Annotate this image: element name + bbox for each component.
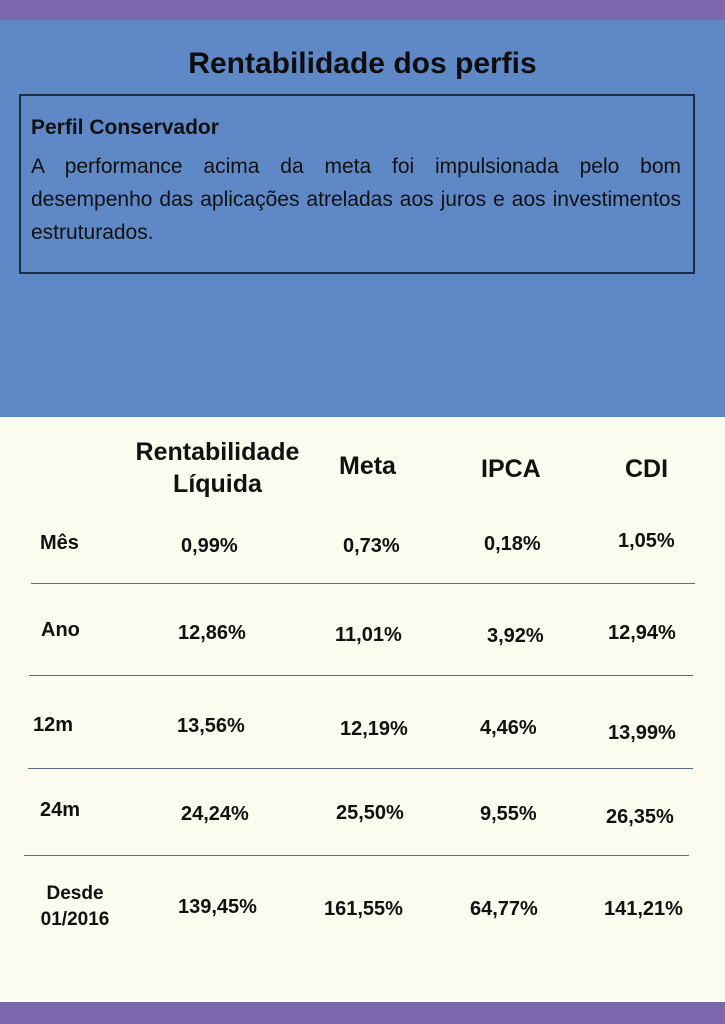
cell-cdi: 12,94% — [608, 622, 676, 644]
row-label-12m: 12m — [33, 714, 74, 736]
row-label-desde: Desde 01/2016 — [40, 883, 110, 930]
cell-ipca: 3,92% — [487, 625, 544, 647]
cell-rentabilidade: 13,56% — [177, 715, 245, 737]
profile-heading: Perfil Conservador — [31, 116, 219, 139]
cell-meta: 0,73% — [343, 535, 400, 557]
header-meta: Meta — [339, 452, 396, 480]
row-label-24m: 24m — [40, 799, 81, 821]
cell-meta: 25,50% — [336, 802, 404, 824]
row-divider — [29, 675, 693, 676]
cell-ipca: 64,77% — [470, 898, 538, 920]
row-divider — [31, 583, 695, 584]
profile-info-box — [19, 94, 695, 274]
top-stripe — [0, 0, 725, 20]
cell-rentabilidade: 24,24% — [181, 803, 249, 825]
header-ipca: IPCA — [481, 455, 541, 483]
header-rentabilidade: Rentabilidade Líquida — [135, 438, 300, 498]
cell-cdi: 1,05% — [618, 530, 675, 552]
cell-cdi: 13,99% — [608, 722, 676, 744]
page-title: Rentabilidade dos perfis — [188, 47, 537, 80]
cell-ipca: 4,46% — [480, 717, 537, 739]
cell-meta: 11,01% — [335, 624, 402, 646]
cell-rentabilidade: 12,86% — [178, 622, 246, 644]
cell-rentabilidade: 0,99% — [181, 535, 238, 557]
bottom-stripe — [0, 1002, 725, 1024]
profile-description: A performance acima da meta foi impulsionada pelo bom desempenho das aplicações atreladas aos juros e aos investimentos estruturados. — [31, 155, 681, 244]
cell-meta: 12,19% — [340, 718, 408, 740]
cell-cdi: 26,35% — [606, 806, 674, 828]
row-divider — [24, 855, 689, 856]
row-label-mes: Mês — [40, 532, 79, 554]
row-divider — [28, 768, 693, 769]
header-cdi: CDI — [625, 455, 669, 483]
cell-ipca: 9,55% — [480, 803, 537, 825]
cell-cdi: 141,21% — [604, 898, 683, 920]
row-label-ano: Ano — [41, 619, 80, 641]
cell-ipca: 0,18% — [484, 533, 541, 555]
cell-rentabilidade: 139,45% — [178, 896, 257, 918]
cell-meta: 161,55% — [324, 898, 403, 920]
